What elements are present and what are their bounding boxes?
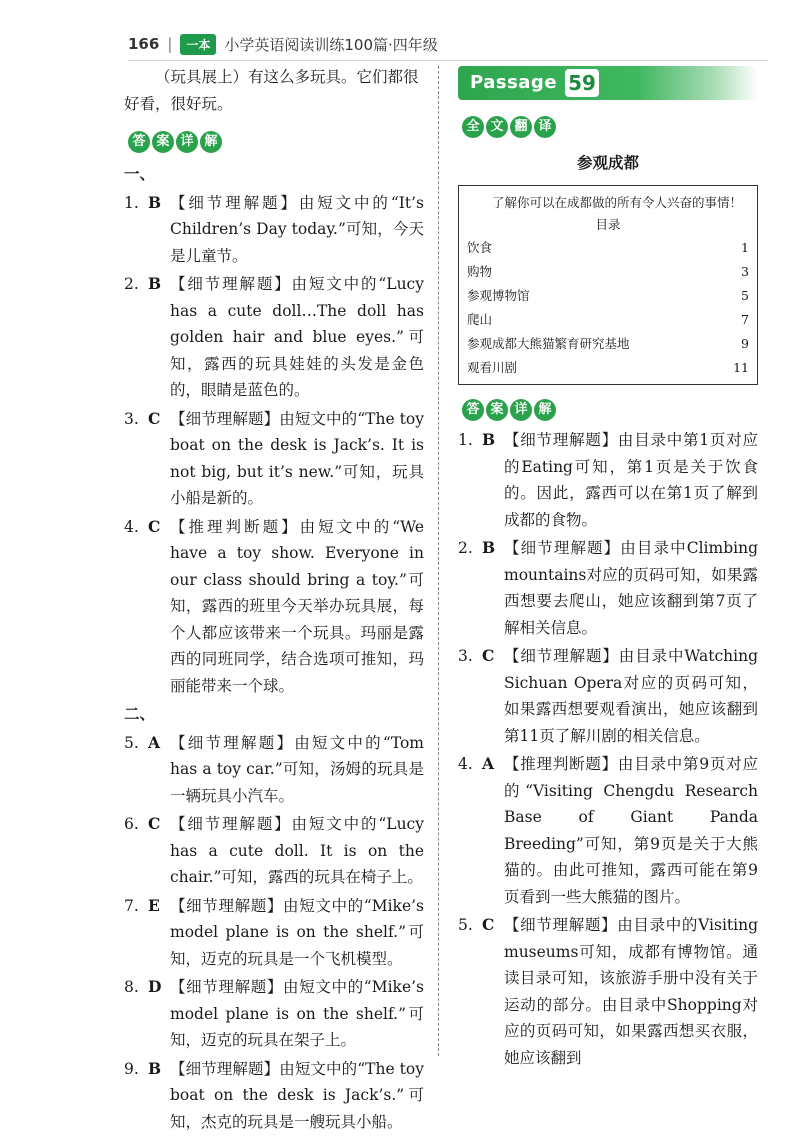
answer-explanation: 【细节理解题】由短文中的“Tom has a toy car.”可知，汤姆的玩具是一辆玩具小汽车。 — [170, 733, 424, 805]
answer-item — [124, 730, 424, 810]
translation-tag-char: 翻 — [510, 116, 532, 138]
toc-heading: 目录 — [595, 216, 621, 232]
toc-page: 3 — [741, 263, 749, 279]
answer-letter: A — [148, 732, 161, 752]
answer-item — [124, 1056, 424, 1136]
answer-explanation: 【细节理解题】由短文中的“The toy boat on the desk is Jack’s.”可知，杰克的玩具是一艘玩具小船。 — [170, 1059, 424, 1131]
answer-letter: B — [482, 430, 496, 449]
book-title: 小学英语阅读训练100篇·四年级 — [224, 35, 438, 54]
answer-letter: B — [148, 1058, 162, 1078]
answer-letter: C — [482, 646, 495, 665]
answer-number: 2. — [124, 275, 139, 294]
answer-number: 3. — [458, 647, 473, 665]
toc-row — [467, 260, 749, 284]
toc-item: 爬山 — [467, 311, 493, 327]
answers-tag-char: 解 — [200, 131, 222, 153]
answer-letter: B — [148, 274, 162, 294]
answer-letter: C — [148, 408, 161, 428]
answers-tag-char: 答 — [462, 399, 484, 421]
answer-letter: D — [148, 977, 162, 997]
answer-explanation: 【细节理解题】由短文中的“Lucy has a cute doll…The doll has golden hair and blue eyes.”可知，露西的玩具娃娃的头发是金色的，眼睛是蓝色的。 — [170, 275, 424, 400]
toc-item: 参观成都大熊猫繁育研究基地 — [467, 335, 630, 351]
answer-number: 1. — [124, 193, 139, 212]
answer-item — [458, 643, 758, 749]
answer-number: 4. — [458, 755, 473, 773]
answer-letter: C — [482, 915, 495, 934]
passage-label: Passage — [470, 71, 558, 93]
toc-row — [467, 284, 749, 308]
section-heading-2: 二、 — [124, 704, 156, 724]
translation-title: 参观成都 — [576, 153, 639, 173]
toc-item: 观看川剧 — [467, 359, 518, 375]
answer-number: 6. — [124, 815, 139, 834]
toc-page: 7 — [741, 311, 749, 327]
answer-letter: B — [482, 538, 496, 557]
answer-item — [124, 271, 424, 404]
toc-row — [467, 356, 749, 380]
toc-item: 购物 — [467, 263, 493, 279]
answer-letter: A — [482, 754, 495, 773]
translation-tag-char: 文 — [486, 116, 508, 138]
answers-tag — [128, 131, 222, 153]
translation-tag — [462, 116, 556, 138]
answer-letter: E — [148, 895, 160, 915]
section-heading-1: 一、 — [124, 164, 156, 184]
translation-tag-char: 译 — [534, 116, 556, 138]
column-divider — [438, 66, 439, 1056]
answers-tag-char: 详 — [176, 131, 198, 153]
answers-tag-char: 解 — [534, 399, 556, 421]
page-header — [128, 30, 768, 58]
header-rule — [128, 60, 768, 61]
answers-tag — [462, 399, 556, 421]
answer-item — [458, 751, 758, 910]
answer-item — [124, 811, 424, 891]
header-separator: | — [167, 35, 173, 53]
toc-page: 9 — [741, 335, 749, 351]
toc-intro: 了解你可以在成都做的所有令人兴奋的事情！ — [492, 194, 743, 210]
answer-explanation: 【推理判断题】由目录中第9页对应的“Visiting Chengdu Research Base of Giant Panda Breeding”可知，第9页是关于大熊猫的。由此可推知，露西可能在第9页看到一些大熊猫的图片。 — [504, 755, 758, 906]
answers-tag-char: 案 — [486, 399, 508, 421]
toc-page: 1 — [741, 239, 749, 255]
toc-row — [467, 308, 749, 332]
answer-explanation: 【细节理解题】由目录中的Visiting museums可知，成都有博物馆。通读目录可知，该旅游手册中没有关于运动的部分。由目录中Shopping对应的页码可知，如果露西想买衣服，她应该翻到 — [504, 916, 758, 1067]
toc-page: 11 — [733, 359, 749, 375]
answers-tag-char: 案 — [152, 131, 174, 153]
answer-number: 2. — [458, 539, 473, 557]
continued-text: （玩具展上）有这么多玩具。它们都很好看，很好玩。 — [124, 68, 419, 113]
answers-tag-char: 答 — [128, 131, 150, 153]
answer-number: 3. — [124, 409, 139, 428]
answer-number: 8. — [124, 978, 139, 997]
toc-page: 5 — [741, 287, 749, 303]
answer-letter: C — [148, 814, 161, 834]
answer-item — [124, 974, 424, 1054]
passage-banner — [458, 66, 758, 100]
answer-item — [458, 535, 758, 641]
answer-number: 7. — [124, 896, 139, 915]
answer-explanation: 【细节理解题】由目录中Watching Sichuan Opera对应的页码可知，如果露西想要观看演出，她应该翻到第11页了解川剧的相关信息。 — [504, 647, 758, 745]
answer-letter: C — [148, 516, 161, 536]
answer-explanation: 【细节理解题】由短文中的“Mike’s model plane is on the shelf.”可知，迈克的玩具是一个飞机模型。 — [170, 896, 424, 968]
table-of-contents-box — [458, 185, 758, 385]
answer-item — [124, 406, 424, 512]
answer-number: 1. — [458, 431, 473, 449]
answer-explanation: 【细节理解题】由短文中的“It’s Children’s Day today.”可知，今天是儿童节。 — [170, 193, 424, 265]
answer-number: 5. — [124, 733, 139, 752]
answer-explanation: 【细节理解题】由目录中Climbing mountains对应的页码可知，如果露西想要去爬山，她应该翻到第7页了解相关信息。 — [504, 539, 758, 637]
answer-item — [124, 893, 424, 973]
answer-item — [124, 190, 424, 270]
answer-letter: B — [148, 192, 162, 212]
answer-explanation: 【细节理解题】由短文中的“Mike’s model plane is on the shelf.”可知，迈克的玩具在架子上。 — [170, 978, 424, 1050]
answer-item — [124, 514, 424, 700]
toc-item: 饮食 — [467, 239, 493, 255]
right-column — [458, 64, 758, 1073]
answers-tag-char: 详 — [510, 399, 532, 421]
answer-explanation: 【细节理解题】由短文中的“Lucy has a cute doll. It is on the chair.”可知，露西的玩具在椅子上。 — [170, 815, 424, 887]
toc-item: 参观博物馆 — [467, 287, 530, 303]
answer-item — [458, 427, 758, 533]
toc-row — [467, 332, 749, 356]
answer-number: 9. — [124, 1059, 139, 1078]
answer-number: 4. — [124, 517, 139, 536]
answer-item — [458, 912, 758, 1071]
answer-explanation: 【推理判断题】由短文中的“We have a toy show. Everyone in our class should bring a toy.”可知，露西的班里今天举办玩具展，每个人都应该带来一个玩具。玛丽是露西的同班同学，结合选项可推知，玛丽能带来一个球。 — [170, 517, 424, 695]
answer-number: 5. — [458, 916, 473, 934]
answer-explanation: 【细节理解题】由短文中的“The toy boat on the desk is Jack’s. It is not big, but it’s new.”可知，玩具小船是新的。 — [170, 409, 424, 508]
toc-row — [467, 236, 749, 260]
brand-logo: 一本 — [180, 34, 216, 55]
answer-explanation: 【细节理解题】由目录中第1页对应的Eating可知，第1页是关于饮食的。因此，露西可以在第1页了解到成都的食物。 — [504, 431, 758, 529]
left-column — [124, 64, 424, 1137]
passage-number: 59 — [565, 69, 599, 97]
translation-tag-char: 全 — [462, 116, 484, 138]
page-number: 166 — [128, 35, 160, 53]
